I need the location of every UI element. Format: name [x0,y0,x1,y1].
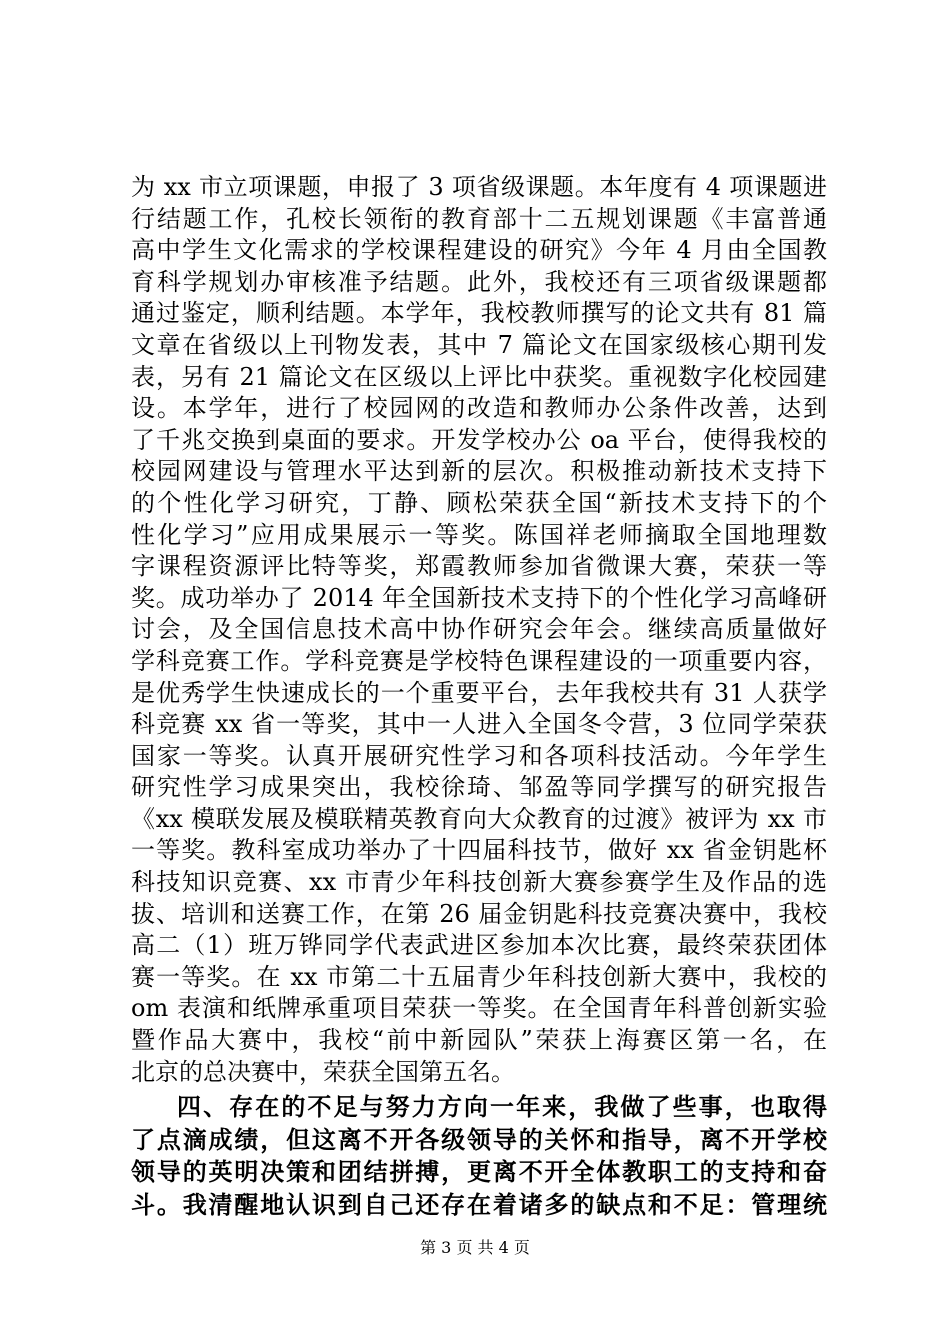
body-text [131,172,827,1221]
text-line: 讨会，及全国信息技术高中协作研究会年会。继续高质量做好 [131,615,827,644]
text-line: 表，另有 21 篇论文在区级以上评比中获奖。重视数字化校园建 [131,362,827,391]
text-line: 为 xx 市立项课题，申报了 3 项省级课题。本年度有 4 项课题进 [131,173,827,201]
text-line: 奖。成功举办了 2014 年全国新技术支持下的个性化学习高峰研 [131,583,827,612]
text-line: 拔、培训和送赛工作，在第 26 届金钥匙科技竞赛决赛中，我校 [131,899,827,928]
text-line: 设。本学年，进行了校园网的改造和教师办公条件改善，达到 [131,394,827,423]
text-line: 了点滴成绩，但这离不开各级领导的关怀和指导，离不开学校 [131,1124,827,1154]
text-line: 育科学规划办审核准予结题。此外，我校还有三项省级课题都 [131,267,827,296]
paragraph-shortcomings [131,1091,827,1221]
text-line: 北京的总决赛中，荣获全国第五名。 [131,1057,515,1086]
text-line: 研究性学习成果突出，我校徐琦、邹盈等同学撰写的研究报告 [131,773,827,802]
text-line: 高中学生文化需求的学校课程建设的研究》今年 4 月由全国教 [131,236,827,265]
page-number-footer: 第 3 页 共 4 页 [420,1238,530,1257]
text-line: 字课程资源评比特等奖，郑霞教师参加省微课大赛，荣获一等 [131,552,827,581]
text-line: 了千兆交换到桌面的要求。开发学校办公 oa 平台，使得我校的 [131,425,827,454]
text-line: 是优秀学生快速成长的一个重要平台，去年我校共有 31 人获学 [131,678,827,707]
text-line: 的个性化学习研究，丁静、顾松荣获全国“新技术支持下的个 [131,488,827,517]
text-line: 领导的英明决策和团结拼搏，更离不开全体教职工的支持和奋 [131,1157,827,1187]
text-line: 科竞赛 xx 省一等奖，其中一人进入全国冬令营，3 位同学荣获 [131,710,827,739]
text-line: 斗。我清醒地认识到自己还存在着诸多的缺点和不足：管理统 [131,1189,827,1219]
text-line: 文章在省级以上刊物发表，其中 7 篇论文在国家级核心期刊发 [131,330,827,359]
text-line: 通过鉴定，顺利结题。本学年，我校教师撰写的论文共有 81 篇 [131,299,827,328]
text-line: 高二（1）班万铧同学代表武进区参加本次比赛，最终荣获团体 [131,931,827,960]
text-line: 一等奖。教科室成功举办了十四届科技节，做好 xx 省金钥匙杯 [131,836,827,865]
text-line: 《xx 模联发展及模联精英教育向大众教育的过渡》被评为 xx 市 [131,804,827,833]
text-line: 赛一等奖。在 xx 市第二十五届青少年科技创新大赛中，我校的 [131,962,827,991]
text-line: 学科竞赛工作。学科竞赛是学校特色课程建设的一项重要内容， [131,646,827,675]
text-line: 校园网建设与管理水平达到新的层次。积极推动新技术支持下 [131,457,827,486]
text-line: 性化学习”应用成果展示一等奖。陈国祥老师摘取全国地理数 [131,520,827,549]
text-line: 国家一等奖。认真开展研究性学习和各项科技活动。今年学生 [131,741,827,770]
text-line: 暨作品大赛中，我校“前中新园队”荣获上海赛区第一名，在 [131,1026,827,1055]
section-heading-line: 四、存在的不足与努力方向一年来，我做了些事，也取得 [177,1092,827,1122]
text-line: om 表演和纸牌承重项目荣获一等奖。在全国青年科普创新实验 [131,994,827,1023]
text-line: 科技知识竞赛、xx 市青少年科技创新大赛参赛学生及作品的选 [131,868,827,897]
paragraph-research [131,172,827,1088]
text-line: 行结题工作，孔校长领衔的教育部十二五规划课题《丰富普通 [131,204,827,233]
